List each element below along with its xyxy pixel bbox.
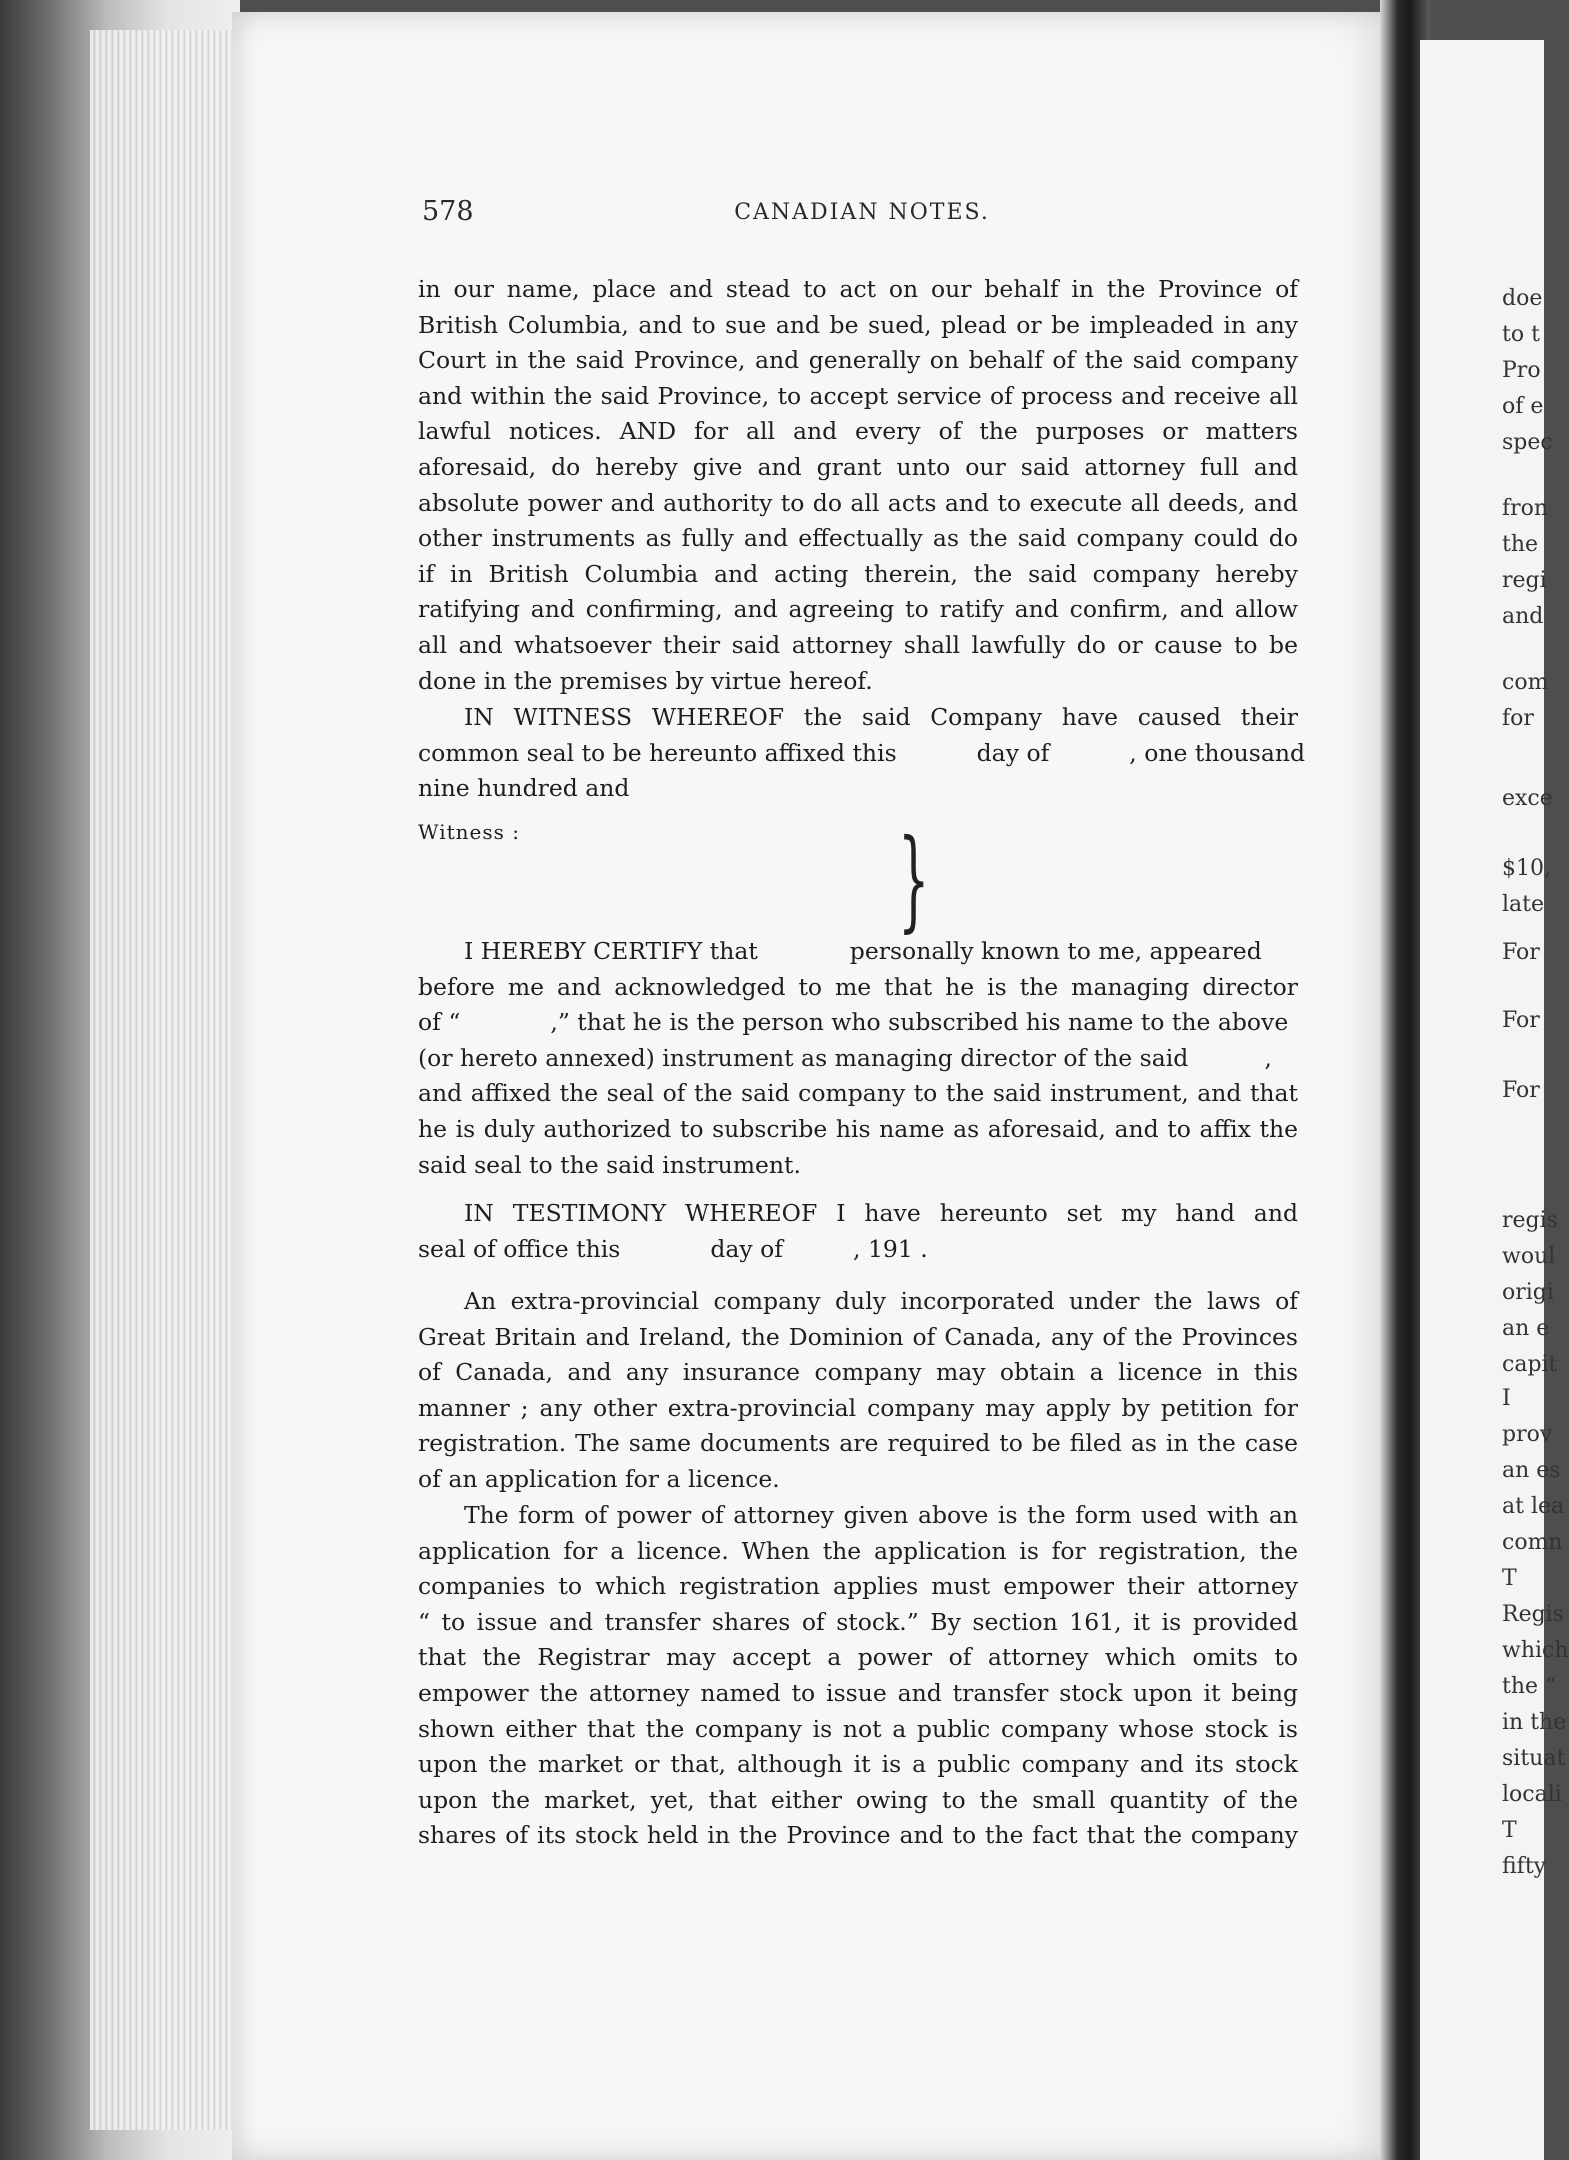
text-segment: of “: [418, 1008, 461, 1037]
text-segment: (or hereto annexed) instrument as managing director of the said: [418, 1043, 1189, 1072]
text-line: and within the said Province, to accept service of process and receive all: [418, 381, 1298, 410]
paragraph-extra-provincial: [418, 1284, 1298, 1498]
page-header: [422, 196, 1302, 236]
text-line: ratifying and confirming, and agreeing to ratify and confirm, and allow: [418, 595, 1298, 624]
text-line: manner ; any other extra-provincial company may apply by petition for: [418, 1393, 1298, 1422]
text-segment: common seal to be hereunto affixed this: [418, 738, 897, 767]
text-line: aforesaid, do hereby give and grant unto our said attorney full and: [418, 452, 1298, 481]
facing-page-fragment: situat: [1502, 1746, 1566, 1771]
text-line: done in the premises by virtue hereof.: [418, 666, 873, 695]
facing-page-fragment: regis: [1502, 1208, 1558, 1233]
text-line: application for a licence. When the application is for registration, the: [418, 1536, 1298, 1565]
text-segment: day of: [976, 738, 1050, 767]
text-line: that the Registrar may accept a power of attorney which omits to: [418, 1643, 1298, 1672]
witness-label: Witness :: [418, 820, 520, 844]
text-line: [418, 1232, 1298, 1268]
text-line: British Columbia, and to sue and be sued, plead or be impleaded in any: [418, 310, 1298, 339]
text-segment: ,” that he is the person who subscribed his name to the above: [550, 1008, 1289, 1037]
text-line: of an application for a licence.: [418, 1464, 780, 1493]
paragraph-form-of-attorney: [418, 1498, 1298, 1854]
text-line: upon the market, yet, that either owing to the small quantity of the: [418, 1785, 1298, 1814]
text-segment: personally known to me, appeared: [849, 937, 1262, 965]
text-line: in our name, place and stead to act on our behalf in the Province of: [418, 275, 1298, 303]
page-number: 578: [422, 196, 474, 227]
text-line: he is duly authorized to subscribe his name as aforesaid, and to affix the: [418, 1114, 1298, 1143]
text-line: [418, 1041, 1298, 1077]
facing-page-fragment: doe: [1502, 286, 1543, 311]
facing-page-fragment: an e: [1502, 1316, 1550, 1341]
brace-symbol: }: [898, 815, 930, 943]
running-title: CANADIAN NOTES.: [734, 200, 990, 225]
text-line: of Canada, and any insurance company may obtain a licence in this: [418, 1358, 1298, 1387]
facing-page-fragment: to t: [1502, 322, 1540, 347]
facing-page-fragment: For: [1502, 940, 1540, 965]
facing-page-fragment: late: [1502, 892, 1545, 917]
facing-page-fragment: For: [1502, 1008, 1540, 1033]
facing-page-fragment: spec: [1502, 430, 1553, 455]
facing-page-fragment: which: [1502, 1638, 1569, 1663]
text-line: Great Britain and Ireland, the Dominion of Canada, any of the Provinces: [418, 1322, 1298, 1351]
facing-page-fragment: T: [1502, 1818, 1517, 1843]
facing-page-fragment: in the: [1502, 1710, 1567, 1735]
text-segment: I HEREBY CERTIFY that: [464, 937, 758, 965]
text-line: absolute power and authority to do all acts and to execute all deeds, and: [418, 488, 1298, 517]
facing-page-fragment: $10,: [1502, 856, 1551, 881]
paragraph-in-testimony: [418, 1196, 1298, 1267]
text-line: upon the market or that, although it is a public company and its stock: [418, 1750, 1298, 1779]
text-line: The form of power of attorney given above is the form used with an: [464, 1501, 1298, 1529]
facing-page-fragment: com: [1502, 670, 1549, 695]
text-line: said seal to the said instrument.: [418, 1150, 801, 1179]
text-line: other instruments as fully and effectually as the said company could do: [418, 524, 1298, 553]
facing-page-fragment: the “: [1502, 1674, 1557, 1699]
text-line: registration. The same documents are required to be filed as in the case: [418, 1429, 1298, 1458]
text-line: before me and acknowledged to me that he is the managing director: [418, 972, 1298, 1001]
text-segment: , one thousand: [1129, 738, 1306, 767]
text-segment: ,: [1264, 1043, 1272, 1072]
facing-page-fragment: For: [1502, 1078, 1540, 1103]
facing-page-fragment: the: [1502, 532, 1539, 557]
text-line: “ to issue and transfer shares of stock.” By section 161, it is provided: [418, 1607, 1298, 1636]
text-line: IN TESTIMONY WHEREOF I have hereunto set my hand and: [464, 1199, 1298, 1227]
text-line: if in British Columbia and acting therein, the said company hereby: [418, 559, 1298, 588]
facing-page-fragment: locali: [1502, 1782, 1562, 1807]
text-line: all and whatsoever their said attorney shall lawfully do or cause to be: [418, 630, 1298, 659]
text-line: [418, 934, 1298, 970]
facing-page-fragment: I: [1502, 1386, 1511, 1411]
facing-page: [1420, 40, 1569, 2160]
facing-page-fragment: regi: [1502, 568, 1547, 593]
text-segment: seal of office this: [418, 1234, 621, 1263]
text-line: companies to which registration applies must empower their attorney: [418, 1572, 1298, 1601]
text-line: IN WITNESS WHEREOF the said Company have caused their: [464, 703, 1298, 731]
facing-page-fragment: of e: [1502, 394, 1544, 419]
facing-page-fragment: for: [1502, 706, 1534, 731]
facing-page-fragment: at lea: [1502, 1494, 1565, 1519]
facing-page-fragment: Regis: [1502, 1602, 1564, 1627]
facing-page-fragment: Pro: [1502, 358, 1541, 383]
paragraph-certify: [418, 934, 1298, 1183]
text-line: shown either that the company is not a public company whose stock is: [418, 1714, 1298, 1743]
paragraph-power-of-attorney: [418, 272, 1298, 699]
facing-page-fragment: an es: [1502, 1458, 1561, 1483]
facing-page-fragment: fron: [1502, 496, 1549, 521]
text-line: Court in the said Province, and generally on behalf of the said company: [418, 346, 1298, 375]
text-segment: , 191 .: [853, 1234, 928, 1263]
text-line: shares of its stock held in the Province and to the fact that the company: [418, 1821, 1298, 1850]
facing-page-fragment: prov: [1502, 1422, 1553, 1447]
facing-page-fragment: origi: [1502, 1280, 1554, 1305]
paragraph-in-witness: [418, 700, 1306, 807]
facing-page-fragment: fifty: [1502, 1854, 1547, 1879]
facing-page-fragment: comn: [1502, 1530, 1563, 1555]
text-line: empower the attorney named to issue and transfer stock upon it being: [418, 1678, 1298, 1707]
facing-page-fragment: exce: [1502, 786, 1553, 811]
facing-page-fragment: woul: [1502, 1244, 1556, 1269]
text-line: An extra-provincial company duly incorporated under the laws of: [464, 1287, 1298, 1315]
text-line: and affixed the seal of the said company to the said instrument, and that: [418, 1079, 1298, 1108]
facing-page-fragment: T: [1502, 1566, 1517, 1591]
text-line: [418, 1005, 1298, 1041]
facing-page-fragment: capit: [1502, 1352, 1558, 1377]
text-segment: day of: [710, 1234, 783, 1263]
text-line: [418, 736, 1306, 772]
text-line: nine hundred and: [418, 774, 630, 803]
facing-page-fragment: and: [1502, 604, 1544, 629]
page-stack: [90, 30, 240, 2130]
text-line: lawful notices. AND for all and every of the purposes or matters: [418, 417, 1298, 446]
